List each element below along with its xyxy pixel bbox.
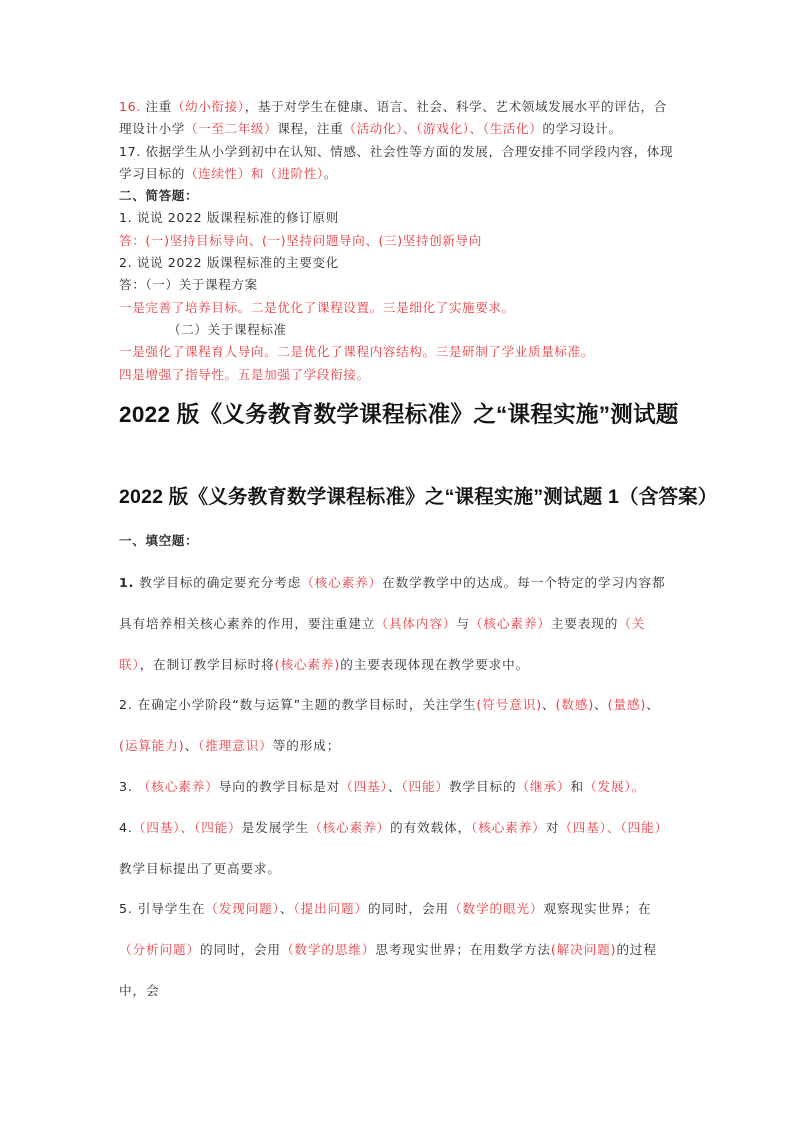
- question-text: 思考现实世界；在用数学方法: [375, 942, 551, 958]
- question-text: 、: [279, 901, 294, 917]
- question-text: 的同时，会用: [199, 942, 281, 958]
- answer-blank: (运算能力): [119, 738, 185, 754]
- short-answer-2-subheading: （二）关于课程标准: [168, 321, 287, 337]
- answer-blank: （一至二年级）: [184, 121, 278, 137]
- fill-question-4: [119, 808, 675, 890]
- question-text: 、: [542, 697, 556, 713]
- short-answer-2-label: 答：（一）关于课程方案: [119, 277, 258, 293]
- question-number: 1.: [119, 575, 135, 590]
- question-text: 课程，注重: [277, 121, 344, 137]
- question-text: 的同时，会用: [368, 901, 450, 917]
- answer-blank: （推理意识）: [198, 738, 273, 754]
- question-text: 的过程中，会: [119, 942, 657, 998]
- answer-blank: （关联）: [119, 615, 646, 672]
- answer-blank: （四基）、（四能）: [559, 819, 669, 835]
- section-heading-fill-in: 一、填空题：: [119, 533, 199, 548]
- question-text: 的主要表现体现在教学要求中。: [340, 656, 530, 672]
- question-text: 引导学生在: [132, 901, 206, 917]
- question-text: ，基于对学生在健康、语言、社会、科学、艺术领域发展水平的评估，合理设计小学: [119, 99, 667, 137]
- answer-blank: （核心素养）: [471, 819, 546, 835]
- fill-question-3: [119, 767, 675, 808]
- answer-blank: （核心素养）: [137, 778, 219, 794]
- answer-blank: (量感): [607, 697, 647, 713]
- page-title: 2022 版《义务教育数学课程标准》之“课程实施”测试题: [119, 402, 679, 427]
- question-text: 主要表现的: [550, 615, 619, 631]
- answer-blank: （四基）: [340, 778, 388, 794]
- question-text: 依据学生从小学到初中在认知、情感、社会性等方面的发展，合理安排不同学段内容，体现学习目标的: [119, 143, 674, 181]
- question-text: 等的形成；: [272, 738, 341, 754]
- answer-blank: （活动化）、（游戏化）、（生活化）: [343, 121, 543, 137]
- short-answer-2b-line2: 四是增强了指导性。五是加强了学段衔接。: [119, 366, 370, 382]
- answer-blank: (符号意识): [476, 697, 543, 713]
- question-number: 4.: [119, 819, 133, 835]
- question-number: 2.: [119, 697, 133, 713]
- question-text: 教学目标的: [449, 778, 517, 794]
- fill-question-1: [119, 563, 675, 685]
- question-text: 在数学教学中的达成。每一个特定的学习内容都具有培养相关核心素养的作用，要注重建立: [119, 575, 666, 631]
- answer-blank: （发展）。: [583, 778, 646, 794]
- question-text: 的学习设计。: [542, 121, 622, 137]
- question-text: 对: [545, 819, 560, 835]
- question-text: 、: [646, 697, 660, 713]
- answer-blank: （数学的眼光）: [449, 901, 544, 917]
- short-question-1: 1. 说说 2022 版课程标准的修订原则: [119, 210, 339, 226]
- question-text: ，在制订教学目标时将: [139, 656, 275, 672]
- answer-blank: （四基）、（四能）: [132, 819, 242, 835]
- page-subtitle: 2022 版《义务教育数学课程标准》之“课程实施”测试题 1（含答案）: [119, 486, 718, 508]
- answer-blank: （四能）: [401, 778, 450, 794]
- answer-blank: （继承）: [516, 778, 571, 794]
- short-answer-2a: 一是完善了培养目标。二是优化了课程设置。三是细化了实施要求。: [119, 299, 515, 315]
- question-text: 和: [570, 778, 584, 794]
- question-text: 、: [184, 738, 199, 754]
- question-text: 注重: [140, 99, 172, 114]
- answer-blank: （核心素养）: [469, 615, 551, 631]
- question-number: 3.: [119, 778, 133, 794]
- question-17: [119, 141, 675, 186]
- question-number: 16.: [119, 99, 141, 114]
- question-text: 、: [594, 697, 608, 713]
- question-text: 。: [323, 165, 338, 181]
- answer-blank: (核心素养): [274, 656, 341, 672]
- question-number: 17.: [119, 143, 141, 159]
- question-text: 与: [456, 615, 470, 631]
- answer-blank: （发现问题）: [205, 901, 280, 917]
- question-text: 是发展学生: [241, 819, 310, 835]
- section-heading-short-answer: 二、简答题：: [119, 188, 199, 204]
- answer-blank: （核心素养）: [301, 575, 383, 590]
- answer-blank: （提出问题）: [293, 901, 369, 917]
- answer-blank: （幼小衔接）: [171, 99, 245, 114]
- question-text: 导向的教学目标是对: [218, 778, 341, 794]
- fill-question-5: [119, 889, 675, 1011]
- question-text: 在确定小学阶段“数与运算”主题的教学目标时，关注学生: [132, 697, 477, 713]
- answer-blank: （具体内容）: [375, 615, 457, 631]
- short-answer-2b-line1: 一是强化了课程育人导向。二是优化了课程内容结构。三是研制了学业质量标准。: [119, 344, 594, 360]
- answer-blank: (数感): [555, 697, 595, 713]
- short-question-2: 2. 说说 2022 版课程标准的主要变化: [119, 255, 339, 271]
- answer-blank: （数学的思维）: [280, 942, 376, 958]
- question-text: 的有效载体，: [390, 819, 472, 835]
- fill-question-2: [119, 685, 675, 767]
- answer-blank: (解决问题): [550, 942, 617, 958]
- question-text: 教学目标提出了更高要求。: [119, 860, 281, 876]
- question-text: 教学目标的确定要充分考虑: [134, 575, 302, 590]
- question-number: 5.: [119, 901, 133, 917]
- question-text: 观察现实世界；在: [543, 901, 652, 917]
- answer-blank: （核心素养）: [309, 819, 391, 835]
- short-answer-1: 答：(一)坚持目标导向、(一)坚持问题导向、(三)坚持创新导向: [119, 232, 482, 248]
- answer-blank: （分析问题）: [119, 942, 200, 958]
- answer-blank: （连续性）和（进阶性）: [184, 165, 324, 181]
- fill-in-question-list: [119, 563, 675, 1012]
- top-section: [119, 96, 675, 386]
- question-16: [119, 96, 675, 141]
- question-text: 、: [387, 778, 402, 794]
